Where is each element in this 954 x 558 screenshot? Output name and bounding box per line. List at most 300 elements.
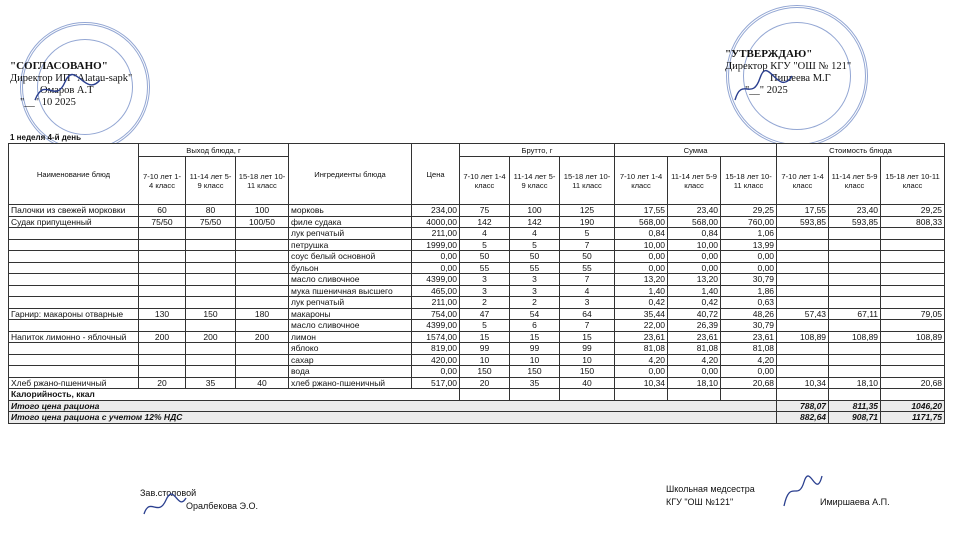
cell-c3 xyxy=(881,320,945,332)
cell-o1 xyxy=(139,297,186,309)
total-vat-row xyxy=(9,412,945,424)
cell-b1: 142 xyxy=(460,216,510,228)
cell-ing: петрушка xyxy=(289,239,412,251)
cell-o3: 100 xyxy=(236,205,289,217)
cell-o3: 100/50 xyxy=(236,216,289,228)
menu-table xyxy=(8,143,945,424)
cell-s1: 4,20 xyxy=(615,354,668,366)
col-sum-age1: 7-10 лет 1-4 класс xyxy=(615,157,668,205)
cell-ing: вода xyxy=(289,366,412,378)
cell-s2: 13,20 xyxy=(668,274,721,286)
cell-s1: 0,42 xyxy=(615,297,668,309)
cell-s3: 0,63 xyxy=(721,297,777,309)
cell-c3 xyxy=(881,354,945,366)
cell-dish xyxy=(9,343,139,355)
cell-o1 xyxy=(139,354,186,366)
calories-label: Калорийность, ккал xyxy=(9,389,460,401)
cell-o2 xyxy=(186,297,236,309)
signature-left xyxy=(30,70,110,110)
cell-dish xyxy=(9,239,139,251)
footer-right xyxy=(666,484,755,508)
cell-s3: 0,00 xyxy=(721,251,777,263)
table-row xyxy=(9,228,945,240)
cell-ing: макароны xyxy=(289,308,412,320)
col-output-age3: 15-18 лет 10-11 класс xyxy=(236,157,289,205)
cell-c3: 808,33 xyxy=(881,216,945,228)
cell-b3: 190 xyxy=(560,216,615,228)
cell-o2 xyxy=(186,320,236,332)
col-output-age1: 7-10 лет 1-4 класс xyxy=(139,157,186,205)
cell-c3: 29,25 xyxy=(881,205,945,217)
total-label: Итого цена рациона xyxy=(9,400,777,412)
total-vat-age1: 882,64 xyxy=(777,412,829,424)
cell-c3 xyxy=(881,343,945,355)
cell-s1: 1,40 xyxy=(615,285,668,297)
total-age3: 1046,20 xyxy=(881,400,945,412)
cell-b3: 40 xyxy=(560,377,615,389)
cell-ing: масло сливочное xyxy=(289,274,412,286)
cell-b2: 6 xyxy=(510,320,560,332)
cell-s1: 35,44 xyxy=(615,308,668,320)
cell-c1: 10,34 xyxy=(777,377,829,389)
cell-o2 xyxy=(186,274,236,286)
cell-c1: 593,85 xyxy=(777,216,829,228)
cell-o3 xyxy=(236,285,289,297)
cell-price: 0,00 xyxy=(412,262,460,274)
col-sum-age2: 11-14 лет 5-9 класс xyxy=(668,157,721,205)
cell-price: 754,00 xyxy=(412,308,460,320)
cell-s3: 1,06 xyxy=(721,228,777,240)
cell-price: 4399,00 xyxy=(412,320,460,332)
cell-b2: 10 xyxy=(510,354,560,366)
cell-s1: 81,08 xyxy=(615,343,668,355)
cell-c1 xyxy=(777,262,829,274)
cell-s2: 10,00 xyxy=(668,239,721,251)
col-brutto: Брутто, г xyxy=(460,144,615,157)
table-row xyxy=(9,251,945,263)
cell-b2: 99 xyxy=(510,343,560,355)
cell-c2 xyxy=(829,366,881,378)
cell-o1 xyxy=(139,239,186,251)
cell-ing: лук репчатый xyxy=(289,297,412,309)
cell-s2: 23,61 xyxy=(668,331,721,343)
cell-price: 1574,00 xyxy=(412,331,460,343)
cell-b1: 50 xyxy=(460,251,510,263)
cell-o2 xyxy=(186,285,236,297)
cell-o3 xyxy=(236,297,289,309)
cell-c2 xyxy=(829,343,881,355)
cell-b3: 5 xyxy=(560,228,615,240)
total-age2: 811,35 xyxy=(829,400,881,412)
cell-c3: 79,05 xyxy=(881,308,945,320)
total-row xyxy=(9,400,945,412)
col-price: Цена xyxy=(412,144,460,205)
cell-o3: 200 xyxy=(236,331,289,343)
cell-c2: 23,40 xyxy=(829,205,881,217)
cell-dish xyxy=(9,274,139,286)
cell-s2: 0,00 xyxy=(668,366,721,378)
col-brutto-age1: 7-10 лет 1-4 класс xyxy=(460,157,510,205)
cell-o1: 20 xyxy=(139,377,186,389)
cell-s3: 4,20 xyxy=(721,354,777,366)
cell-o3 xyxy=(236,343,289,355)
cell-b2: 4 xyxy=(510,228,560,240)
cell-s1: 10,00 xyxy=(615,239,668,251)
cell-s2: 0,84 xyxy=(668,228,721,240)
col-brutto-age2: 11-14 лет 5-9 класс xyxy=(510,157,560,205)
cell-o3 xyxy=(236,366,289,378)
cell-o1: 60 xyxy=(139,205,186,217)
cell-price: 4399,00 xyxy=(412,274,460,286)
cell-dish: Палочки из свежей морковки xyxy=(9,205,139,217)
cell-b3: 10 xyxy=(560,354,615,366)
cell-s2: 81,08 xyxy=(668,343,721,355)
cell-price: 465,00 xyxy=(412,285,460,297)
cell-o2 xyxy=(186,239,236,251)
cell-o1 xyxy=(139,285,186,297)
approval-left-line2: Омаров А.Т xyxy=(40,85,94,96)
cell-c3 xyxy=(881,262,945,274)
cell-s3: 29,25 xyxy=(721,205,777,217)
cell-b2: 142 xyxy=(510,216,560,228)
cell-c1 xyxy=(777,239,829,251)
cell-dish xyxy=(9,320,139,332)
cell-c3 xyxy=(881,251,945,263)
cell-c3 xyxy=(881,228,945,240)
approval-right-title: "УТВЕРЖДАЮ" xyxy=(725,48,813,60)
col-sum: Сумма xyxy=(615,144,777,157)
cell-dish: Гарнир: макароны отварные xyxy=(9,308,139,320)
table-row xyxy=(9,285,945,297)
cell-b2: 3 xyxy=(510,285,560,297)
cell-s3: 48,26 xyxy=(721,308,777,320)
cell-b3: 15 xyxy=(560,331,615,343)
table-row xyxy=(9,239,945,251)
cell-o2 xyxy=(186,228,236,240)
table-row xyxy=(9,354,945,366)
cell-s3: 30,79 xyxy=(721,320,777,332)
cell-c1 xyxy=(777,354,829,366)
cell-ing: хлеб ржано-пшеничный xyxy=(289,377,412,389)
cell-c2 xyxy=(829,354,881,366)
cell-o1 xyxy=(139,274,186,286)
cell-c1 xyxy=(777,297,829,309)
cell-b3: 3 xyxy=(560,297,615,309)
approval-right-line2: Пишеева М.Г xyxy=(770,73,831,84)
cell-dish: Судак припущенный xyxy=(9,216,139,228)
cell-dish xyxy=(9,251,139,263)
col-cost-age3: 15-18 лет 10-11 класс xyxy=(881,157,945,205)
cell-c2: 593,85 xyxy=(829,216,881,228)
table-row xyxy=(9,366,945,378)
cell-s2: 568,00 xyxy=(668,216,721,228)
approval-right-date: "__" 2025 xyxy=(745,85,788,96)
col-output-age2: 11-14 лет 5-9 класс xyxy=(186,157,236,205)
cell-o3 xyxy=(236,251,289,263)
cell-b2: 54 xyxy=(510,308,560,320)
cell-o3: 40 xyxy=(236,377,289,389)
cell-b2: 5 xyxy=(510,239,560,251)
cell-o1: 200 xyxy=(139,331,186,343)
cell-s3: 81,08 xyxy=(721,343,777,355)
cell-s1: 10,34 xyxy=(615,377,668,389)
cell-b1: 150 xyxy=(460,366,510,378)
cell-c2 xyxy=(829,274,881,286)
cell-s2: 1,40 xyxy=(668,285,721,297)
approval-left-line1: Директор ИП "Alatau-sapk" xyxy=(10,73,133,84)
cell-o3 xyxy=(236,262,289,274)
cell-b1: 3 xyxy=(460,274,510,286)
cell-dish: Напиток лимонно - яблочный xyxy=(9,331,139,343)
cell-c2: 18,10 xyxy=(829,377,881,389)
cell-b2: 15 xyxy=(510,331,560,343)
menu-day: 1 неделя 4-й день xyxy=(10,133,81,142)
cell-s1: 23,61 xyxy=(615,331,668,343)
cell-s3: 13,99 xyxy=(721,239,777,251)
cell-o3 xyxy=(236,239,289,251)
cell-s1: 0,00 xyxy=(615,262,668,274)
footer-left-name: Оралбекова Э.О. xyxy=(186,501,259,511)
cell-c3 xyxy=(881,297,945,309)
table-row xyxy=(9,297,945,309)
menu-table-body xyxy=(9,205,945,389)
table-row xyxy=(9,205,945,217)
cell-price: 0,00 xyxy=(412,251,460,263)
cell-ing: лук репчатый xyxy=(289,228,412,240)
cell-c3: 108,89 xyxy=(881,331,945,343)
footer-right-title: Школьная медсестра xyxy=(666,484,755,494)
cell-o1: 75/50 xyxy=(139,216,186,228)
total-vat-label: Итого цена рациона с учетом 12% НДС xyxy=(9,412,777,424)
cell-b1: 55 xyxy=(460,262,510,274)
cell-ing: соус белый основной xyxy=(289,251,412,263)
cell-b1: 5 xyxy=(460,320,510,332)
cell-c1: 17,55 xyxy=(777,205,829,217)
cell-s2: 4,20 xyxy=(668,354,721,366)
approval-left-date: "__" 10 2025 xyxy=(20,97,76,108)
cell-s2: 18,10 xyxy=(668,377,721,389)
cell-c1: 57,43 xyxy=(777,308,829,320)
cell-price: 0,00 xyxy=(412,366,460,378)
cell-price: 4000,00 xyxy=(412,216,460,228)
cell-b1: 75 xyxy=(460,205,510,217)
table-row xyxy=(9,216,945,228)
cell-o1 xyxy=(139,228,186,240)
cell-s1: 568,00 xyxy=(615,216,668,228)
cell-o2: 200 xyxy=(186,331,236,343)
cell-o2 xyxy=(186,262,236,274)
cell-s2: 0,00 xyxy=(668,251,721,263)
cell-o2: 75/50 xyxy=(186,216,236,228)
cell-dish xyxy=(9,366,139,378)
cell-dish: Хлеб ржано-пшеничный xyxy=(9,377,139,389)
col-ingredients: Ингредиенты блюда xyxy=(289,144,412,205)
cell-c2 xyxy=(829,251,881,263)
cell-c3 xyxy=(881,239,945,251)
cell-c1 xyxy=(777,366,829,378)
cell-ing: сахар xyxy=(289,354,412,366)
cell-b3: 7 xyxy=(560,274,615,286)
cell-ing: морковь xyxy=(289,205,412,217)
cell-c1 xyxy=(777,285,829,297)
cell-o2: 35 xyxy=(186,377,236,389)
cell-c3 xyxy=(881,366,945,378)
table-row xyxy=(9,320,945,332)
cell-b3: 7 xyxy=(560,239,615,251)
col-cost-age2: 11-14 лет 5-9 класс xyxy=(829,157,881,205)
table-row xyxy=(9,343,945,355)
cell-o1 xyxy=(139,366,186,378)
cell-c2 xyxy=(829,262,881,274)
cell-s2: 0,00 xyxy=(668,262,721,274)
cell-o1 xyxy=(139,320,186,332)
cell-o2 xyxy=(186,343,236,355)
cell-price: 1999,00 xyxy=(412,239,460,251)
cell-dish xyxy=(9,228,139,240)
cell-o3: 180 xyxy=(236,308,289,320)
cell-s2: 26,39 xyxy=(668,320,721,332)
cell-ing: масло сливочное xyxy=(289,320,412,332)
cell-c2: 108,89 xyxy=(829,331,881,343)
cell-s2: 40,72 xyxy=(668,308,721,320)
cell-c1 xyxy=(777,228,829,240)
cell-s1: 17,55 xyxy=(615,205,668,217)
cell-c2 xyxy=(829,239,881,251)
cell-b1: 5 xyxy=(460,239,510,251)
cell-b2: 150 xyxy=(510,366,560,378)
cell-c3: 20,68 xyxy=(881,377,945,389)
footer-right-org: КГУ "ОШ №121" xyxy=(666,497,734,507)
cell-o2 xyxy=(186,251,236,263)
cell-dish xyxy=(9,262,139,274)
cell-b1: 15 xyxy=(460,331,510,343)
col-dish-name: Наименование блюд xyxy=(9,144,139,205)
cell-b1: 99 xyxy=(460,343,510,355)
table-row xyxy=(9,331,945,343)
cell-c1 xyxy=(777,274,829,286)
total-vat-age2: 908,71 xyxy=(829,412,881,424)
cell-price: 211,00 xyxy=(412,297,460,309)
cell-b2: 3 xyxy=(510,274,560,286)
table-row xyxy=(9,377,945,389)
cell-o3 xyxy=(236,228,289,240)
cell-s3: 760,00 xyxy=(721,216,777,228)
calories-row xyxy=(9,389,945,401)
footer-right-name: Имиршаева А.П. xyxy=(820,497,890,507)
table-row xyxy=(9,274,945,286)
cell-o2 xyxy=(186,354,236,366)
cell-c2 xyxy=(829,320,881,332)
cell-c3 xyxy=(881,285,945,297)
cell-price: 517,00 xyxy=(412,377,460,389)
cell-b3: 4 xyxy=(560,285,615,297)
cell-o2 xyxy=(186,366,236,378)
cell-b1: 47 xyxy=(460,308,510,320)
cell-price: 234,00 xyxy=(412,205,460,217)
cell-dish xyxy=(9,354,139,366)
cell-b2: 100 xyxy=(510,205,560,217)
cell-o1: 130 xyxy=(139,308,186,320)
cell-c2 xyxy=(829,285,881,297)
cell-s2: 23,40 xyxy=(668,205,721,217)
approval-left-title: "СОГЛАСОВАНО" xyxy=(10,60,108,72)
col-cost-age1: 7-10 лет 1-4 класс xyxy=(777,157,829,205)
cell-b1: 20 xyxy=(460,377,510,389)
cell-price: 420,00 xyxy=(412,354,460,366)
cell-b2: 55 xyxy=(510,262,560,274)
cell-c1: 108,89 xyxy=(777,331,829,343)
cell-s3: 20,68 xyxy=(721,377,777,389)
table-row xyxy=(9,308,945,320)
total-vat-age3: 1171,75 xyxy=(881,412,945,424)
cell-c1 xyxy=(777,320,829,332)
cell-b2: 2 xyxy=(510,297,560,309)
cell-s3: 0,00 xyxy=(721,262,777,274)
cell-o1 xyxy=(139,262,186,274)
cell-o3 xyxy=(236,354,289,366)
cell-s3: 1,86 xyxy=(721,285,777,297)
cell-c2 xyxy=(829,297,881,309)
signature-canteen xyxy=(140,492,190,520)
signature-right xyxy=(730,68,800,108)
cell-s2: 0,42 xyxy=(668,297,721,309)
table-row xyxy=(9,262,945,274)
col-output: Выход блюда, г xyxy=(139,144,289,157)
col-cost: Стоимость блюда xyxy=(777,144,945,157)
cell-b3: 55 xyxy=(560,262,615,274)
cell-b3: 125 xyxy=(560,205,615,217)
cell-ing: бульон xyxy=(289,262,412,274)
cell-c2 xyxy=(829,228,881,240)
cell-o3 xyxy=(236,274,289,286)
cell-o1 xyxy=(139,251,186,263)
cell-b3: 150 xyxy=(560,366,615,378)
cell-ing: лимон xyxy=(289,331,412,343)
cell-b2: 35 xyxy=(510,377,560,389)
cell-s1: 0,00 xyxy=(615,251,668,263)
cell-s1: 22,00 xyxy=(615,320,668,332)
cell-price: 211,00 xyxy=(412,228,460,240)
cell-b1: 10 xyxy=(460,354,510,366)
cell-b3: 50 xyxy=(560,251,615,263)
cell-b3: 64 xyxy=(560,308,615,320)
cell-o2: 150 xyxy=(186,308,236,320)
cell-b1: 2 xyxy=(460,297,510,309)
cell-s3: 0,00 xyxy=(721,366,777,378)
cell-c1 xyxy=(777,251,829,263)
approval-right-line1: Директор КГУ "ОШ № 121" xyxy=(725,61,852,72)
cell-s1: 0,84 xyxy=(615,228,668,240)
cell-s1: 0,00 xyxy=(615,366,668,378)
cell-b3: 7 xyxy=(560,320,615,332)
cell-ing: яблоко xyxy=(289,343,412,355)
signature-nurse xyxy=(776,472,826,512)
cell-o1 xyxy=(139,343,186,355)
cell-c1 xyxy=(777,343,829,355)
cell-price: 819,00 xyxy=(412,343,460,355)
cell-c3 xyxy=(881,274,945,286)
cell-dish xyxy=(9,297,139,309)
cell-b3: 99 xyxy=(560,343,615,355)
cell-b2: 50 xyxy=(510,251,560,263)
cell-s1: 13,20 xyxy=(615,274,668,286)
cell-o3 xyxy=(236,320,289,332)
cell-s3: 23,61 xyxy=(721,331,777,343)
cell-s3: 30,79 xyxy=(721,274,777,286)
cell-ing: мука пшеничная высшего xyxy=(289,285,412,297)
total-age1: 788,07 xyxy=(777,400,829,412)
cell-b1: 4 xyxy=(460,228,510,240)
